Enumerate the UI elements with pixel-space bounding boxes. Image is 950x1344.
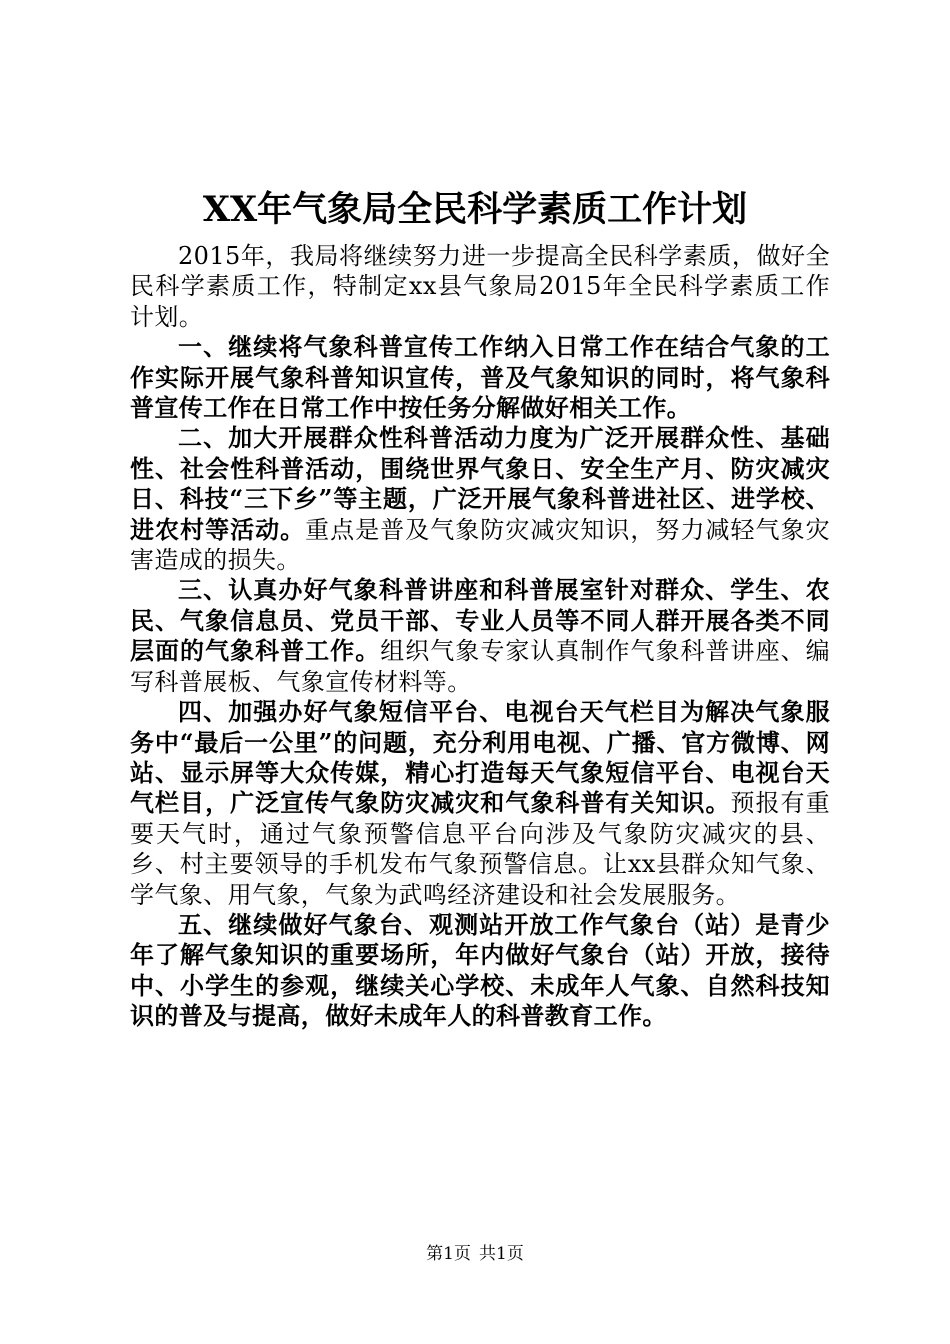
section-paragraph-4 <box>130 697 830 910</box>
document-body <box>130 241 830 1032</box>
section-body-2: 重点是普及气象防灾减灾知识，努力减轻气象灾害造成的损失。 <box>130 515 830 575</box>
page-number-total: 共1页 <box>479 1244 524 1264</box>
section-body-4: 预报有重要天气时，通过气象预警信息平台向涉及气象防灾减灾的县、乡、村主要领导的手机发布气象预警信息。让xx县群众知气象、学气象、用气象，气象为武鸣经济建设和社会发展服务。 <box>130 789 830 909</box>
section-heading-3: 三、认真办好气象科普讲座和科普展室针对群众、学生、农民、气象信息员、党员干部、专业人员等不同人群开展各类不同层面的气象科普工作。 <box>130 575 830 666</box>
page-number-current: 第1页 <box>426 1244 471 1264</box>
section-paragraph-2 <box>130 423 830 575</box>
section-paragraph-1 <box>130 332 830 423</box>
intro-paragraph: 2015年，我局将继续努力进一步提高全民科学素质，做好全民科学素质工作，特制定xx县气象局2015年全民科学素质工作计划。 <box>130 242 830 331</box>
section-heading-2: 二、加大开展群众性科普活动力度为广泛开展群众性、基础性、社会性科普活动，围绕世界气象日、安全生产月、防灾减灾日、科技“三下乡”等主题，广泛开展气象科普进社区、进学校、进农村等活动。 <box>130 423 830 544</box>
section-heading-5: 五、继续做好气象台、观测站开放工作气象台（站）是青少年了解气象知识的重要场所，年内做好气象台（站）开放，接待中、小学生的参观，继续关心学校、未成年人气象、自然科技知识的普及与提高，做好未成年人的科普教育工作。 <box>130 909 830 1031</box>
section-paragraph-3 <box>130 575 830 697</box>
document-title: XX年气象局全民科学素质工作计划 <box>202 189 748 230</box>
section-heading-4: 四、加强办好气象短信平台、电视台天气栏目为解决气象服务中“最后一公里”的问题，充分利用电视、广播、官方微博、网站、显示屏等大众传媒，精心打造每天气象短信平台、电视台天气栏目，广泛宣传气象防灾减灾和气象科普有关知识。 <box>130 697 830 818</box>
section-heading-1: 一、继续将气象科普宣传工作纳入日常工作在结合气象的工作实际开展气象科普知识宣传，普及气象知识的同时，将气象科普宣传工作在日常工作中按任务分解做好相关工作。 <box>130 332 830 423</box>
section-body-3: 组织气象专家认真制作气象科普讲座、编写科普展板、气象宣传材料等。 <box>130 637 831 696</box>
page-footer <box>0 1243 950 1265</box>
section-paragraph-5 <box>130 910 830 1032</box>
